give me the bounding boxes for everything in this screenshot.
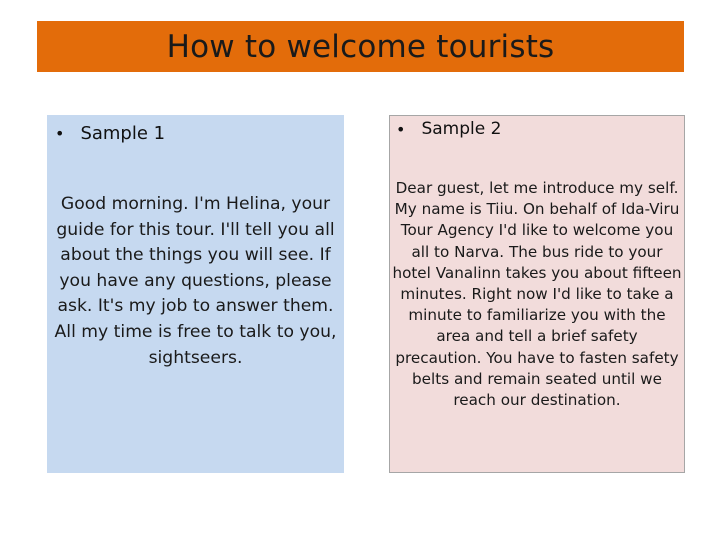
title-bar — [37, 21, 684, 72]
sample-1-heading — [55, 123, 165, 144]
sample-1-heading-label: Sample 1 — [80, 123, 166, 144]
bullet-icon: • — [396, 119, 406, 139]
sample-1-panel — [47, 115, 344, 473]
sample-2-heading — [396, 119, 501, 139]
sample-2-text: Dear guest, let me introduce my self. My name is Tiiu. On behalf of Ida-Viru Tour Agency I'd like to welcome you all to Narva. The bus ride to your hotel Vanalinn takes you about fifteen minutes. Right now I'd like to take a minute to familiarize you with the area and tell a brief safety precaution. You have to fasten safety belts and remain seated until we reach our destination. — [392, 179, 682, 410]
bullet-icon: • — [55, 124, 65, 143]
sample-2-heading-label: Sample 2 — [421, 119, 502, 139]
sample-1-text: Good morning. I'm Helina, your guide for this tour. I'll tell you all about the things you will see. If you have any questions, please ask. It's my job to answer them. All my time is free to talk to you, sightseers. — [54, 194, 337, 368]
sample-2-panel — [389, 115, 685, 473]
slide-title: How to welcome tourists — [166, 28, 555, 65]
